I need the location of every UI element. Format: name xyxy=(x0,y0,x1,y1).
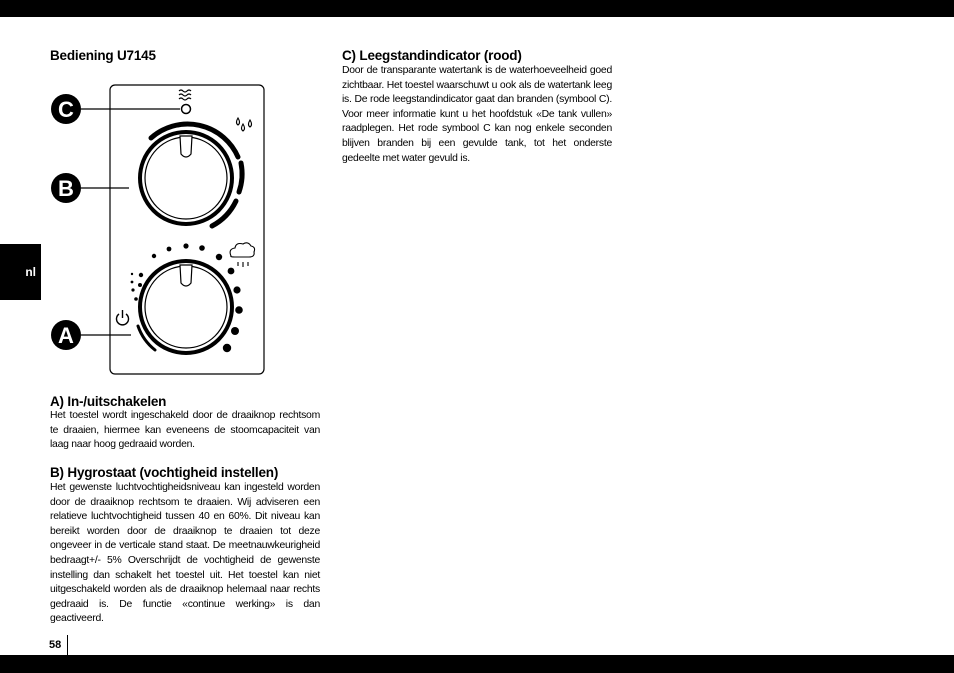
page-number: 58 xyxy=(49,635,68,655)
bottom-bar xyxy=(0,655,954,673)
section-a-heading: A) In-/uitschakelen xyxy=(50,394,167,409)
knob-a-pointer xyxy=(180,265,192,286)
callout-a-label: A xyxy=(58,323,74,348)
section-c-heading: C) Leegstandindicator (rood) xyxy=(342,48,522,63)
control-panel-diagram xyxy=(40,78,280,378)
callout-b-label: B xyxy=(58,176,74,201)
power-icon xyxy=(117,310,129,325)
callout-c-label: C xyxy=(58,97,74,122)
steam-waves-icon xyxy=(179,90,191,100)
section-b-text: Het gewenste luchtvochtigheidsniveau kan ingesteld worden door de draaiknop rechtsom te draaien. Wij adviseren een relatieve luchtvochtigheid tussen 40 en 60%. Dit niveau kan bereikt worden door de draaiknop te draaien tot deze ongeveer in de verticale stand staat. De meetnauwkeurigheid bedraagt+/- 5% Overschrijdt de vochtigheid de gewenste instelling dan schakelt het toestel uit. Het toestel kan niet uitgeschakeld worden als de draaiknop helemaal naar rechts gedraaid is. De functie «continue werking» is dan geactiveerd. xyxy=(50,482,320,625)
language-tab: nl xyxy=(0,244,41,300)
knob-b-pointer xyxy=(180,136,192,157)
cloud-icon xyxy=(230,243,254,267)
empty-tank-indicator-light xyxy=(182,105,191,114)
knob-b-scale-arc xyxy=(239,163,242,192)
page-title: Bediening U7145 xyxy=(50,48,156,63)
section-c-text: Door de transparante watertank is de waterhoeveelheid goed zichtbaar. Het toestel waarschuwt u ook als de watertank leeg is. De rode leegstandindicator gaat dan branden (symbool C). Voor meer informatie kunt u het hoofdstuk «De tank vullen» raadplegen. Het rode symbool C kan nog enkele seconden blijven branden bij een gevulde tank, tot het onderste gedeelte met water gevuld is. xyxy=(342,65,612,164)
top-bar xyxy=(0,0,954,17)
water-drops-icon xyxy=(237,118,252,131)
section-a-text: Het toestel wordt ingeschakeld door de draaiknop rechtsom te draaien, hiermee kan eveneens de stoomcapaciteit van laag naar hoog gedraaid worden. xyxy=(50,410,320,451)
section-b-heading: B) Hygrostaat (vochtigheid instellen) xyxy=(50,465,279,480)
